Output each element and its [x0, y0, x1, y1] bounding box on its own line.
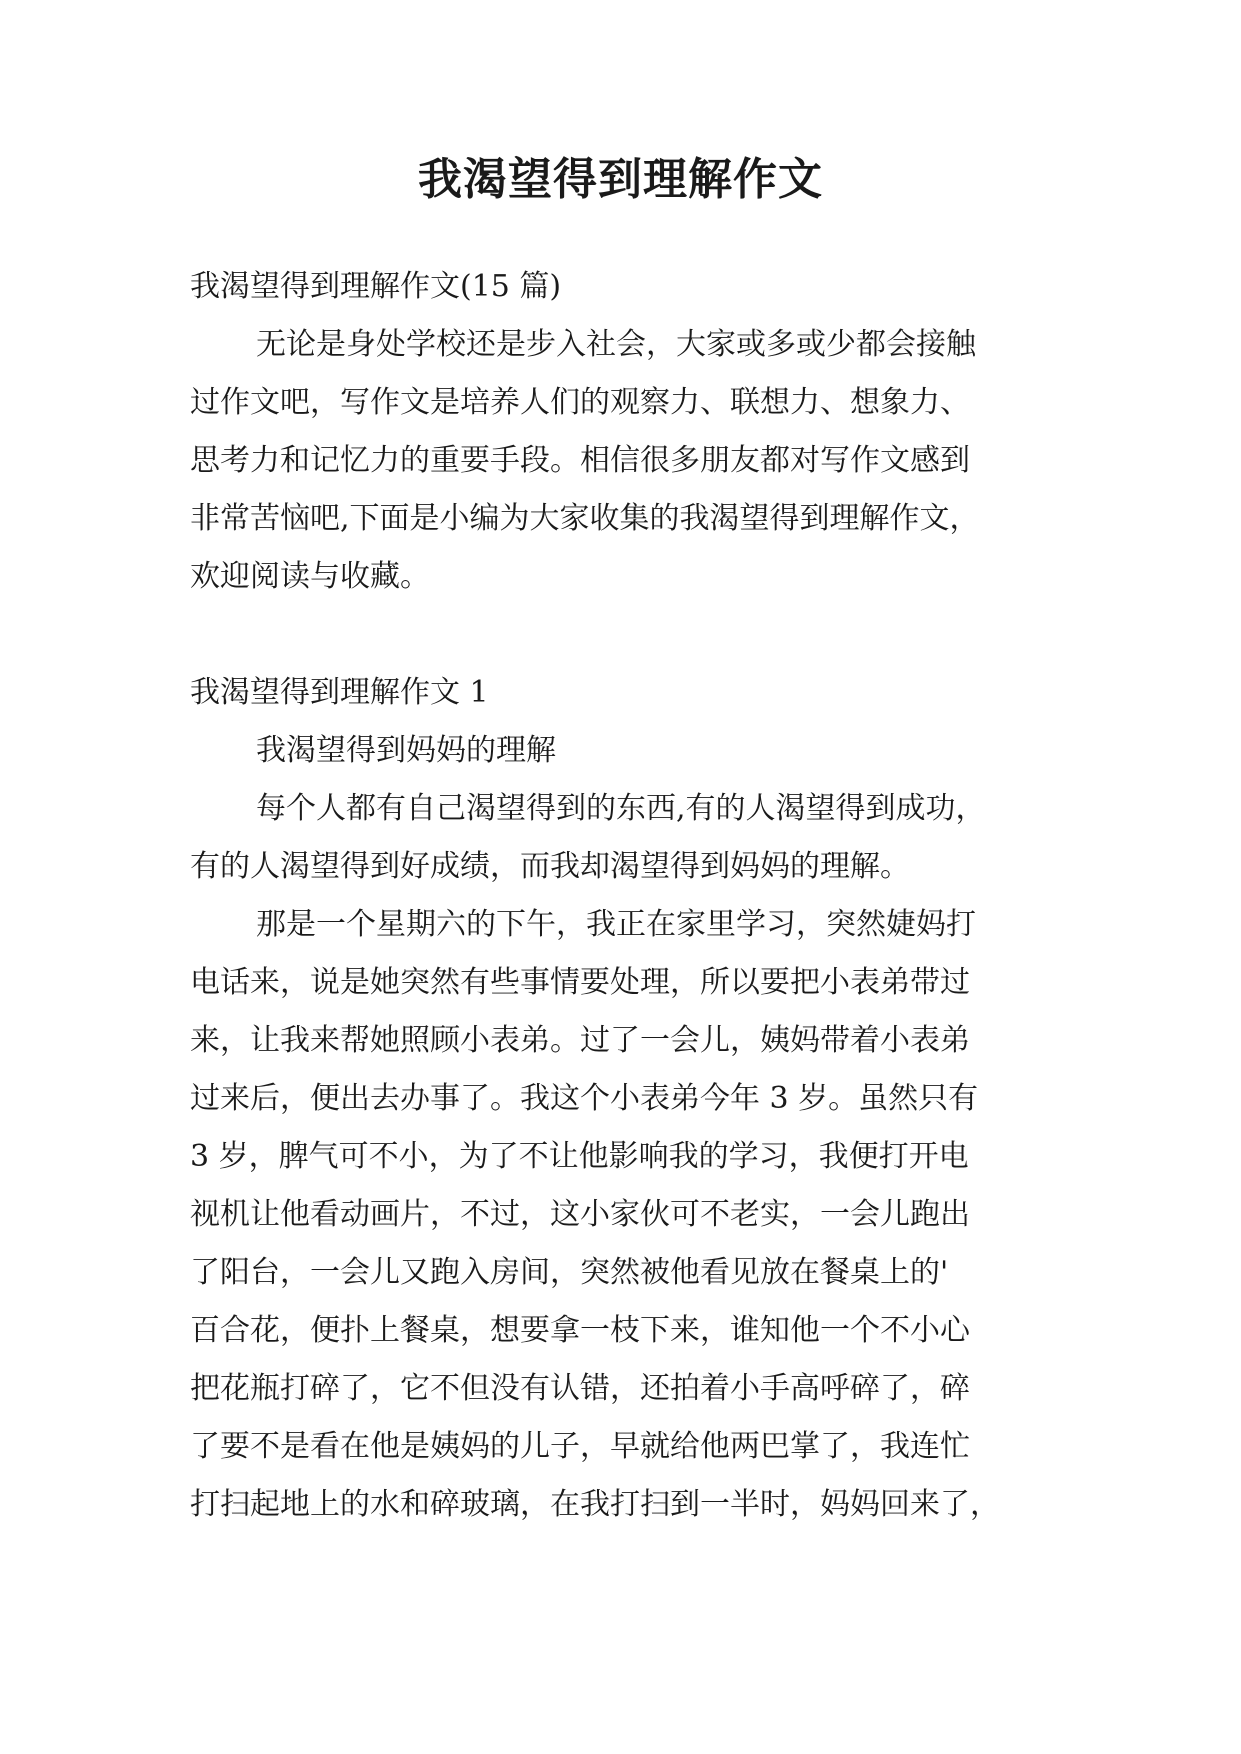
document-body — [190, 258, 1070, 1534]
paragraph-line: 每个人都有自己渴望得到的东西,有的人渴望得到成功， — [256, 791, 986, 826]
paragraph-line: 非常苦恼吧,下面是小编为大家收集的我渴望得到理解作文， — [190, 501, 980, 536]
essay-title-line: 我渴望得到妈妈的理解 — [256, 733, 556, 768]
paragraph-line: 欢迎阅读与收藏。 — [190, 559, 430, 594]
paragraph-line: 视机让他看动画片，不过，这小家伙可不老实，一会儿跑出 — [190, 1197, 970, 1232]
paragraph-line: 了要不是看在他是姨妈的儿子，早就给他两巴掌了，我连忙 — [190, 1429, 970, 1464]
paragraph-line: 来，让我来帮她照顾小表弟。过了一会儿，姨妈带着小表弟 — [190, 1023, 970, 1058]
document-title: 我渴望得到理解作文 — [418, 154, 823, 205]
paragraph-line: 把花瓶打碎了，它不但没有认错，还拍着小手高呼碎了，碎 — [190, 1371, 970, 1406]
paragraph-line: 了阳台，一会儿又跑入房间，突然被他看见放在餐桌上的' — [190, 1255, 949, 1290]
paragraph-spacer — [190, 606, 1070, 664]
paragraph-line: 3 岁，脾气可不小，为了不让他影响我的学习，我便打开电 — [190, 1139, 969, 1174]
paragraph-line: 那是一个星期六的下午，我正在家里学习，突然婕妈打 — [256, 907, 976, 942]
paragraph-line: 百合花，便扑上餐桌，想要拿一枝下来，谁知他一个不小心 — [190, 1313, 970, 1348]
paragraph-line: 有的人渴望得到好成绩，而我却渴望得到妈妈的理解。 — [190, 849, 910, 884]
paragraph-line: 过作文吧，写作文是培养人们的观察力、联想力、想象力、 — [190, 385, 970, 420]
section-heading: 我渴望得到理解作文 1 — [190, 675, 489, 710]
paragraph-line: 过来后，便出去办事了。我这个小表弟今年 3 岁。虽然只有 — [190, 1081, 979, 1116]
paragraph-line: 无论是身处学校还是步入社会，大家或多或少都会接触 — [256, 327, 976, 362]
paragraph-line: 打扫起地上的水和碎玻璃，在我打扫到一半时，妈妈回来了， — [190, 1487, 1000, 1522]
paragraph-line: 电话来，说是她突然有些事情要处理，所以要把小表弟带过 — [190, 965, 970, 1000]
paragraph-line: 思考力和记忆力的重要手段。相信很多朋友都对写作文感到 — [190, 443, 970, 478]
subtitle-line: 我渴望得到理解作文(15 篇) — [190, 269, 562, 304]
